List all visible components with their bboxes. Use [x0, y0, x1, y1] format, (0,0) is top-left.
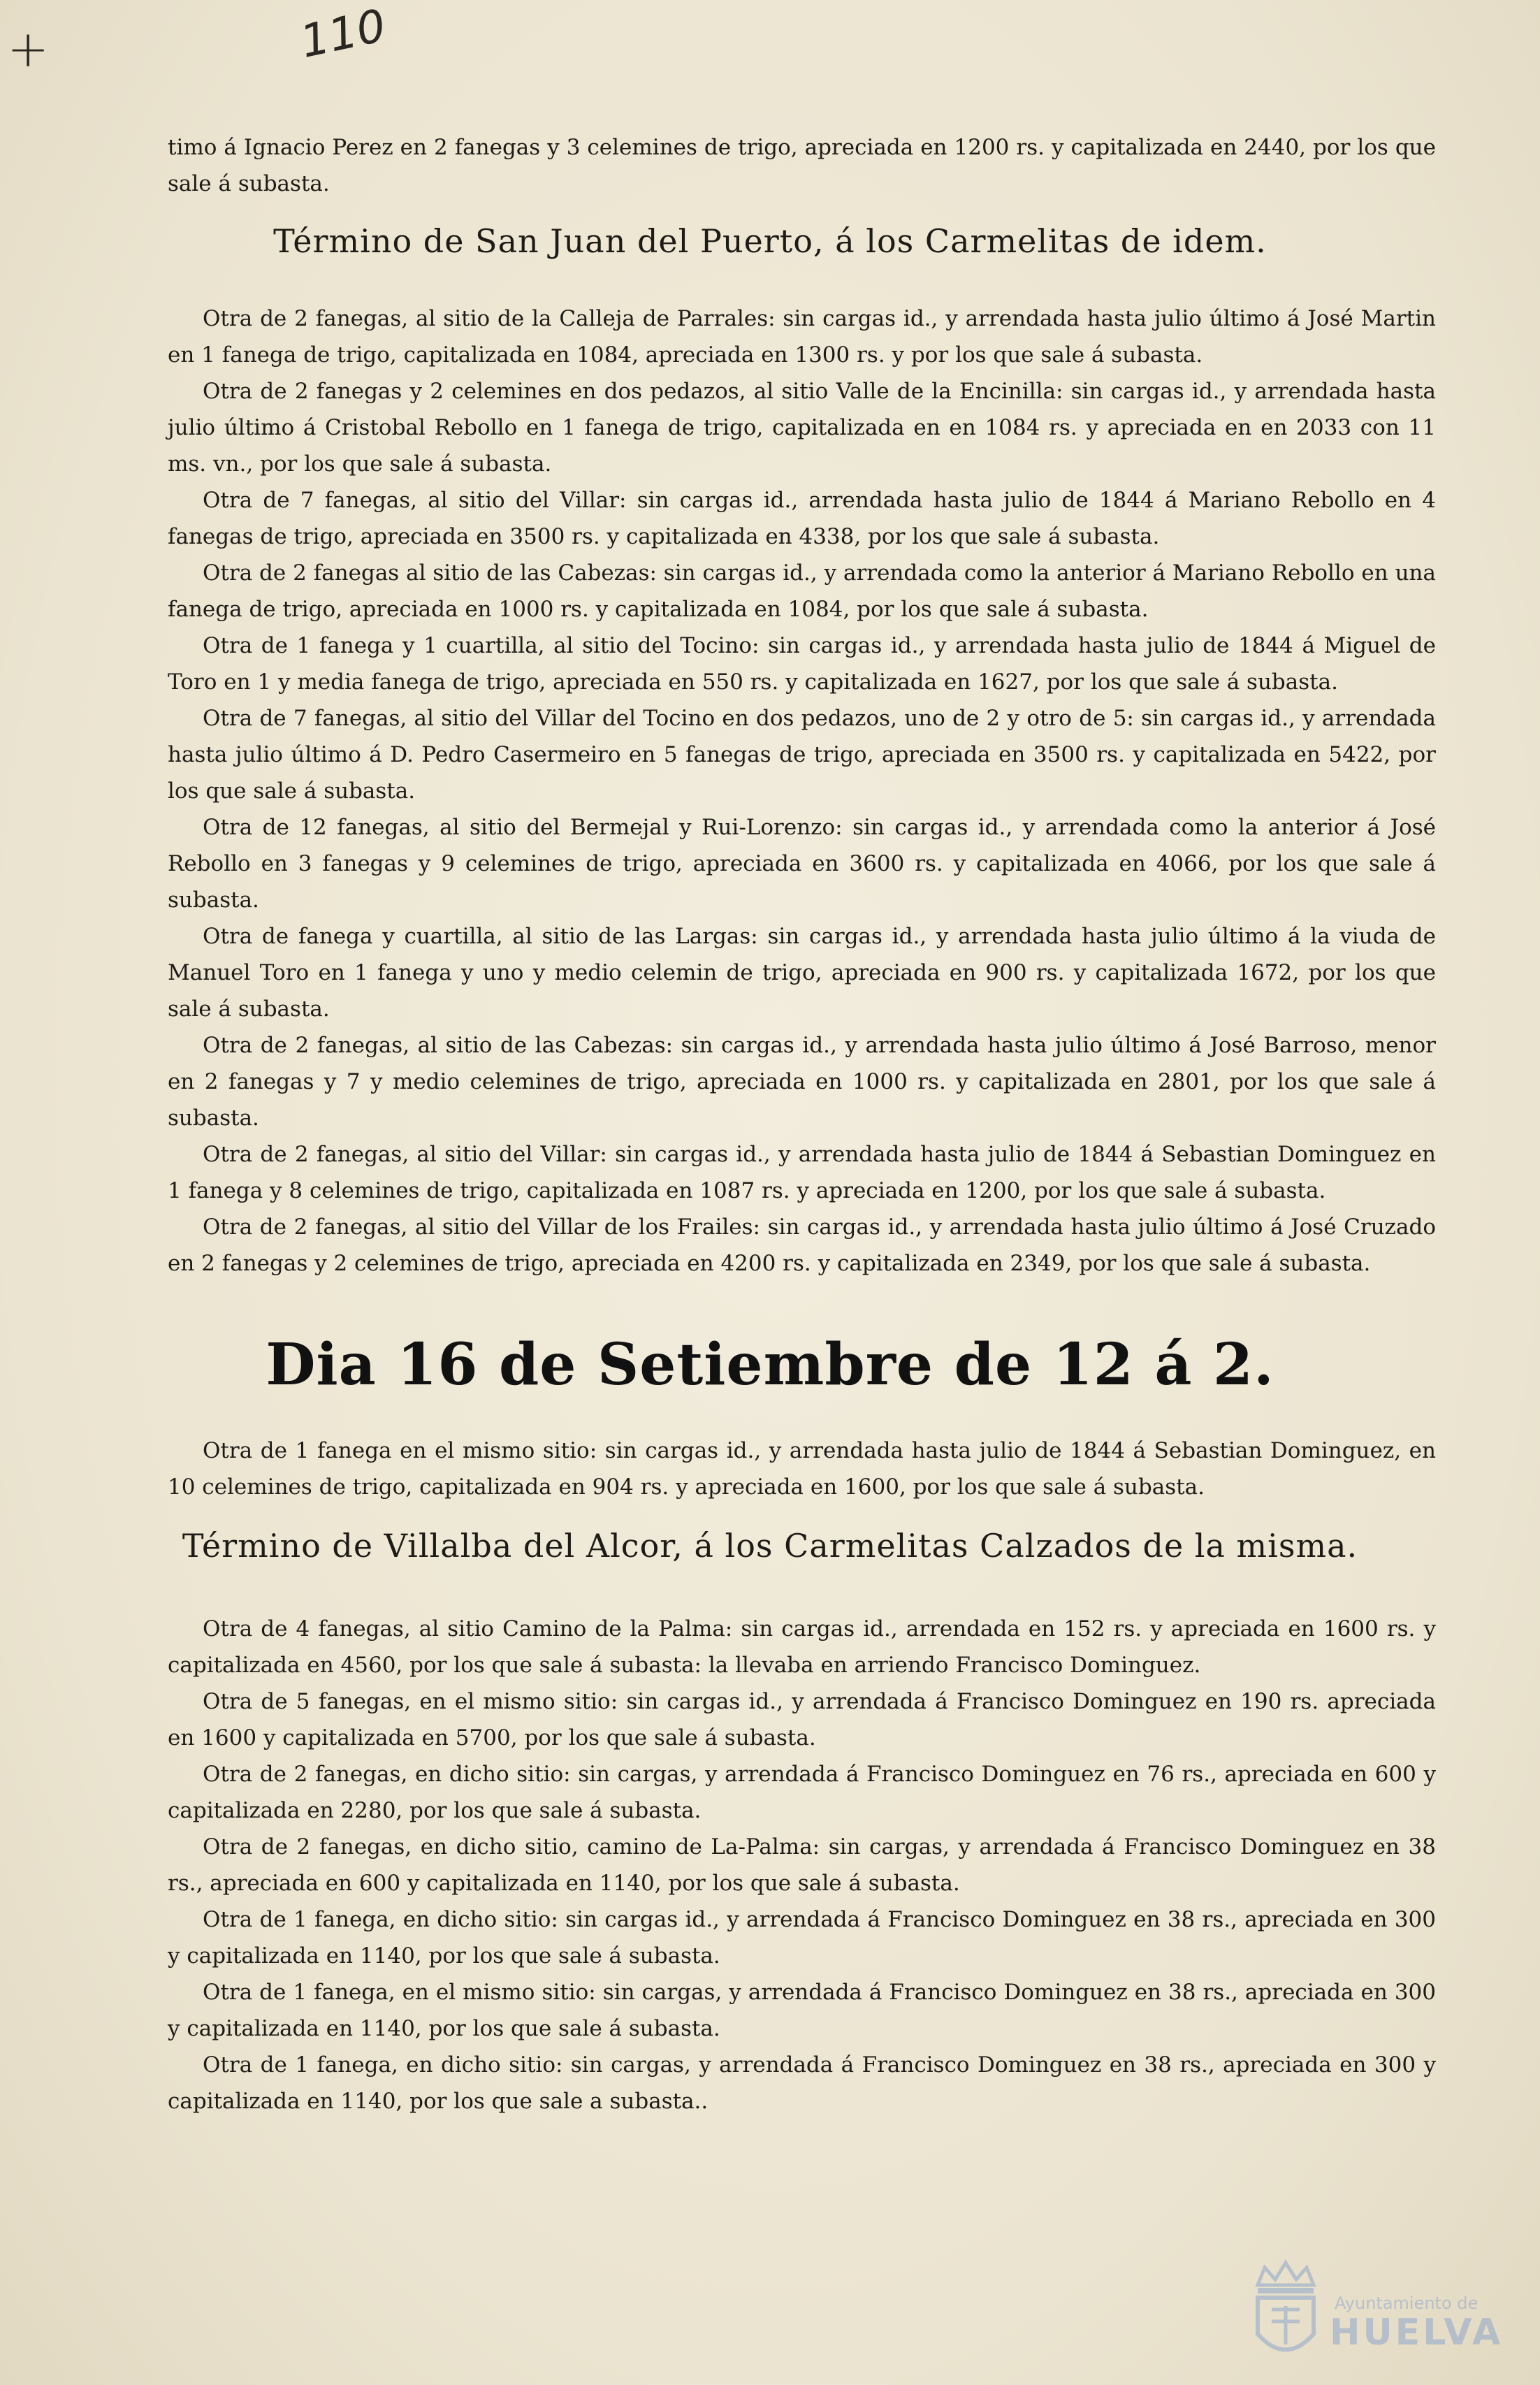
- after-date-block: [168, 1433, 1436, 1505]
- section-heading-wrapper: [0, 222, 1540, 260]
- list-item: Otra de 5 fanegas, en el mismo sitio: sin cargas id., y arrendada á Francisco Dominguez en 190 rs. apreciada en 1600 y capitalizada en 5700, por los que sale á subasta.: [168, 1689, 1436, 1750]
- section-villalba-list: [168, 1611, 1436, 2119]
- date-heading: Dia 16 de Setiembre de 12 á 2.: [266, 1331, 1274, 1398]
- list-item: Otra de 2 fanegas al sitio de las Cabezas: sin cargas id., y arrendada como la anterior á Mariano Rebollo en una fanega de trigo, apreciada en 1000 rs. y capitalizada en 1084, por los que sale á subasta.: [168, 560, 1436, 622]
- list-item: Otra de 2 fanegas, en dicho sitio: sin cargas, y arrendada á Francisco Dominguez en 76 rs., apreciada en 600 y capitalizada en 2280, por los que sale á subasta.: [168, 1762, 1436, 1823]
- watermark-top-text: Ayuntamiento de: [1335, 2293, 1479, 2313]
- list-item: Otra de 4 fanegas, al sitio Camino de la Palma: sin cargas id., arrendada en 152 rs. y apreciada en 1600 rs. y capitalizada en 4560, por los que sale á subasta: la llevaba en arriendo Francisco Dominguez.: [168, 1616, 1436, 1678]
- date-heading-wrapper: [0, 1331, 1540, 1398]
- section-heading-wrapper: [0, 1527, 1540, 1565]
- list-item: Otra de fanega y cuartilla, al sitio de las Largas: sin cargas id., y arrendada hasta julio último á la viuda de Manuel Toro en 1 fanega y uno y medio celemin de trigo, apreciada en 900 rs. y capitalizada 1672, por los que sale á subasta.: [168, 924, 1436, 1022]
- intro-paragraph: timo á Ignacio Perez en 2 fanegas y 3 celemines de trigo, apreciada en 1200 rs. y capitalizada en 2440, por los que sale á subasta.: [168, 135, 1436, 196]
- section-title-villalba: Término de Villalba del Alcor, á los Carmelitas Calzados de la misma.: [182, 1527, 1358, 1565]
- list-item: Otra de 1 fanega, en dicho sitio: sin cargas, y arrendada á Francisco Dominguez en 38 rs., apreciada en 300 y capitalizada en 1140, por los que sale a subasta..: [168, 2052, 1436, 2114]
- list-item: Otra de 1 fanega y 1 cuartilla, al sitio del Tocino: sin cargas id., y arrendada hasta julio de 1844 á Miguel de Toro en 1 y media fanega de trigo, apreciada en 550 rs. y capitalizada en 1627, por los que sale á subasta.: [168, 633, 1436, 695]
- section-title-san-juan: Término de San Juan del Puerto, á los Carmelitas de idem.: [273, 222, 1267, 260]
- section-san-juan-list: [168, 300, 1436, 1282]
- ayuntamiento-huelva-watermark: [1247, 2257, 1513, 2369]
- watermark-name: HUELVA: [1330, 2312, 1504, 2354]
- intro-block: [168, 129, 1436, 202]
- list-item: Otra de 2 fanegas, al sitio del Villar: sin cargas id., y arrendada hasta julio de 1844 á Sebastian Dominguez en 1 fanega y 8 celemines de trigo, capitalizada en 1087 rs. y apreciada en 1200, por los que sale á subasta.: [168, 1142, 1436, 1203]
- crown-shield-icon: [1247, 2257, 1324, 2369]
- list-item: Otra de 2 fanegas, al sitio de la Calleja de Parrales: sin cargas id., y arrendada hasta julio último á José Martin en 1 fanega de trigo, capitalizada en 1084, apreciada en 1300 rs. y por los que sale á subasta.: [168, 306, 1436, 368]
- list-item: Otra de 1 fanega, en el mismo sitio: sin cargas, y arrendada á Francisco Dominguez en 38 rs., apreciada en 300 y capitalizada en 1140, por los que sale á subasta.: [168, 1980, 1436, 2041]
- list-item: Otra de 7 fanegas, al sitio del Villar del Tocino en dos pedazos, uno de 2 y otro de 5: sin cargas id., y arrendada hasta julio último á D. Pedro Casermeiro en 5 fanegas de trigo, apreciada en 3500 rs. y capitalizada en 5422, por los que sale á subasta.: [168, 706, 1436, 804]
- list-item: Otra de 2 fanegas, al sitio del Villar de los Frailes: sin cargas id., y arrendada hasta julio último á José Cruzado en 2 fanegas y 2 celemines de trigo, apreciada en 4200 rs. y capitalizada en 2349, por los que sale á subasta.: [168, 1215, 1436, 1276]
- margin-mark-left: +: [7, 20, 50, 78]
- list-item: Otra de 12 fanegas, al sitio del Bermejal y Rui-Lorenzo: sin cargas id., y arrendada como la anterior á José Rebollo en 3 fanegas y 9 celemines de trigo, apreciada en 3600 rs. y capitalizada en 4066, por los que sale á subasta.: [168, 815, 1436, 913]
- list-item: Otra de 1 fanega, en dicho sitio: sin cargas id., y arrendada á Francisco Dominguez en 38 rs., apreciada en 300 y capitalizada en 1140, por los que sale á subasta.: [168, 1907, 1436, 1969]
- margin-mark-number: 110: [296, 0, 391, 68]
- list-item: Otra de 2 fanegas, en dicho sitio, camino de La-Palma: sin cargas, y arrendada á Francisco Dominguez en 38 rs., apreciada en 600 y capitalizada en 1140, por los que sale á subasta.: [168, 1834, 1436, 1896]
- list-item: Otra de 1 fanega en el mismo sitio: sin cargas id., y arrendada hasta julio de 1844 á Sebastian Dominguez, en 10 celemines de trigo, capitalizada en 904 rs. y apreciada en 1600, por los que sale á subasta.: [168, 1438, 1436, 1500]
- list-item: Otra de 2 fanegas y 2 celemines en dos pedazos, al sitio Valle de la Encinilla: sin cargas id., y arrendada hasta julio último á Cristobal Rebollo en 1 fanega de trigo, capitalizada en en 1084 rs. y apreciada en en 2033 con 11 ms. vn., por los que sale á subasta.: [168, 379, 1436, 477]
- list-item: Otra de 7 fanegas, al sitio del Villar: sin cargas id., arrendada hasta julio de 1844 á Mariano Rebollo en 4 fanegas de trigo, apreciada en 3500 rs. y capitalizada en 4338, por los que sale á subasta.: [168, 488, 1436, 549]
- list-item: Otra de 2 fanegas, al sitio de las Cabezas: sin cargas id., y arrendada hasta julio último á José Barroso, menor en 2 fanegas y 7 y medio celemines de trigo, apreciada en 1000 rs. y capitalizada en 2801, por los que sale á subasta.: [168, 1033, 1436, 1131]
